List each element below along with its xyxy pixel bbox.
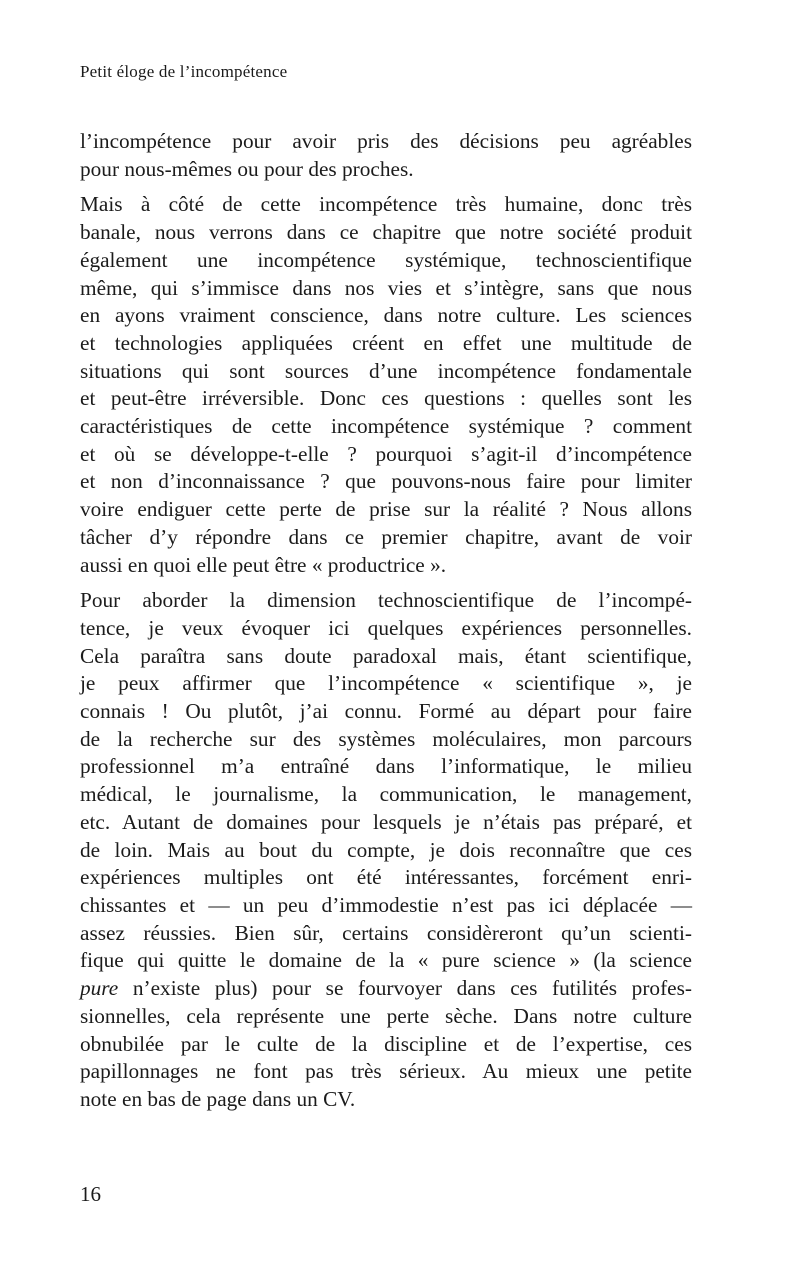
text-line: professionnel m’a entraîné dans l’informatique, le milieu [80,754,692,779]
body-text [80,128,692,1122]
text-line: de loin. Mais au bout du compte, je dois reconnaître que ces [80,837,692,862]
paragraph [80,587,692,1113]
text-line: obnubilée par le culte de la discipline et de l’expertise, ces [80,1031,692,1056]
text-line: pour nous-mêmes ou pour des proches. [80,156,414,181]
text-line: je peux affirmer que l’incompétence « scientifique », je [80,671,692,696]
text-line: l’incompétence pour avoir pris des décisions peu agréables [80,129,692,153]
text-line: caractéristiques de cette incompétence systémique ? comment [80,414,692,439]
text-line: de la recherche sur des systèmes moléculaires, mon parcours [80,726,692,751]
text-line: même, qui s’immisce dans nos vies et s’intègre, sans que nous [80,275,692,300]
text-line: papillonnages ne font pas très sérieux. Au mieux une petite [80,1059,692,1084]
text-line: situations qui sont sources d’une incompétence fondamentale [80,358,692,383]
text-line: tence, je veux évoquer ici quelques expériences personnelles. [80,615,692,640]
text-line: et technologies appliquées créent en effet une multitude de [80,330,692,355]
text-line: pure n’existe plus) pour se fourvoyer dans ces futilités profes- [80,976,692,1001]
paragraph [80,128,692,183]
text-line: note en bas de page dans un CV. [80,1086,356,1111]
text-line: fique qui quitte le domaine de la « pure science » (la science [80,948,692,973]
text-line: etc. Autant de domaines pour lesquels je n’étais pas préparé, et [80,809,692,834]
text-line: Pour aborder la dimension technoscientifique de l’incompé- [80,588,692,613]
text-line: voire endiguer cette perte de prise sur la réalité ? Nous allons [80,497,692,522]
text-line: banale, nous verrons dans ce chapitre que notre société produit [80,220,692,245]
text-line: médical, le journalisme, la communication, le management, [80,782,692,807]
text-line: en ayons vraiment conscience, dans notre culture. Les sciences [80,303,692,328]
emphasis: pure [80,976,119,1001]
running-head: Petit éloge de l’incompétence [80,62,288,81]
text-line: assez réussies. Bien sûr, certains considèreront qu’un scienti- [80,920,692,945]
text-line: et non d’inconnaissance ? que pouvons-nous faire pour limiter [80,469,692,494]
page-number: 16 [80,1182,101,1206]
text-line: Cela paraîtra sans doute paradoxal mais, étant scientifique, [80,643,692,668]
text-line: connais ! Ou plutôt, j’ai connu. Formé au départ pour faire [80,699,692,724]
text-line: tâcher d’y répondre dans ce premier chapitre, avant de voir [80,524,692,549]
text-line: et où se développe-t-elle ? pourquoi s’agit-il d’incompétence [80,441,692,466]
text-line: expériences multiples ont été intéressantes, forcément enri- [80,865,692,890]
text-line: Mais à côté de cette incompétence très humaine, donc très [80,192,692,217]
text-line: sionnelles, cela représente une perte sèche. Dans notre culture [80,1003,692,1028]
text-line: aussi en quoi elle peut être « productrice ». [80,552,447,577]
text-line: également une incompétence systémique, technoscientifique [80,247,692,272]
text-line: et peut-être irréversible. Donc ces questions : quelles sont les [80,386,692,411]
paragraph [80,191,692,579]
text-line: chissantes et — un peu d’immodestie n’est pas ici déplacée — [80,892,692,917]
